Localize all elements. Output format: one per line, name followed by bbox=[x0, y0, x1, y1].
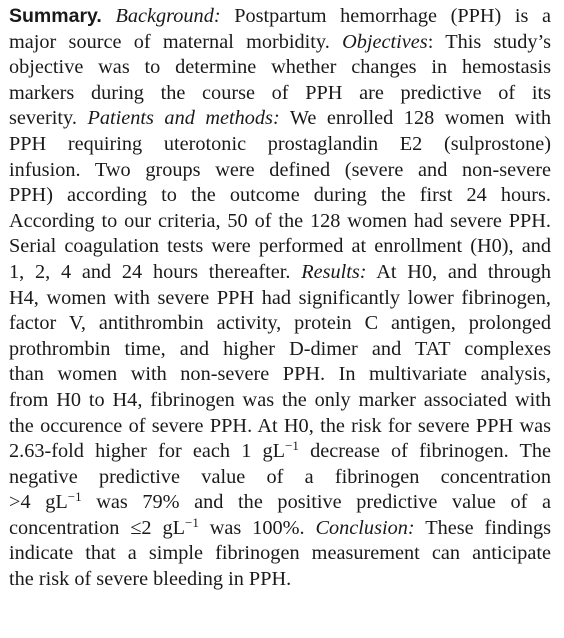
superscript: −1 bbox=[67, 489, 82, 505]
superscript: −1 bbox=[285, 438, 299, 454]
abstract-line: PPH requiring uterotonic prostaglandin E2 (sulprostone) bbox=[9, 132, 551, 155]
abstract-line: negative predictive value of a fibrinogen concentration bbox=[9, 465, 551, 488]
superscript: −1 bbox=[184, 514, 199, 530]
abstract-line: Serial coagulation tests were performed at enrollment (H0), and bbox=[9, 235, 551, 258]
text-segment: Postpartum hemorrhage (PPH) is a bbox=[234, 5, 551, 27]
abstract-paragraph bbox=[9, 4, 551, 593]
abstract-line: from H0 to H4, fibrinogen was the only marker associated with bbox=[9, 388, 551, 411]
abstract-line bbox=[9, 260, 551, 286]
heading-background: Background: bbox=[115, 5, 221, 27]
abstract-line: prothrombin time, and higher D-dimer and TAT complexes bbox=[9, 337, 551, 360]
text-segment: At H0, and through bbox=[376, 260, 551, 283]
abstract-line: objective was to determine whether changes in hemostasis bbox=[9, 56, 551, 79]
abstract-line: infusion. Two groups were defined (severe and non-severe bbox=[9, 158, 551, 181]
text-segment: major source of maternal morbidity. bbox=[9, 30, 330, 53]
text-segment: was 100%. bbox=[209, 516, 305, 539]
abstract-line: markers during the course of PPH are predictive of its bbox=[9, 81, 551, 104]
text-segment: These findings bbox=[425, 516, 551, 539]
abstract-line: According to our criteria, 50 of the 128 women had severe PPH. bbox=[9, 209, 551, 232]
abstract-line: PPH) according to the outcome during the first 24 hours. bbox=[9, 184, 551, 207]
abstract-line bbox=[9, 4, 551, 30]
summary-lead: Summary. bbox=[9, 5, 102, 27]
abstract-line: the occurence of severe PPH. At H0, the risk for severe PPH was bbox=[9, 414, 551, 437]
text-segment: concentration ≤2 gL bbox=[9, 516, 185, 539]
abstract-line: indicate that a simple fibrinogen measurement can anticipate bbox=[9, 542, 551, 565]
text-segment: was 79% and the positive predictive value of a bbox=[96, 491, 552, 514]
text-segment: severity. bbox=[9, 107, 77, 130]
text-segment: 2.63-fold higher for each 1 gL bbox=[9, 440, 286, 463]
heading-objectives: Objectives bbox=[342, 30, 428, 53]
heading-conclusion: Conclusion: bbox=[315, 516, 415, 539]
abstract-line: H4, women with severe PPH had significantly lower fibrinogen, bbox=[9, 286, 551, 309]
abstract-line: the risk of severe bleeding in PPH. bbox=[9, 568, 292, 591]
text-segment: >4 gL bbox=[9, 491, 68, 514]
text-segment: : This study’s bbox=[427, 30, 552, 53]
text-segment: 1, 2, 4 and 24 hours thereafter. bbox=[9, 260, 291, 283]
text-segment: decrease of fibrinogen. The bbox=[310, 440, 551, 463]
abstract-line bbox=[9, 30, 551, 56]
abstract-line bbox=[9, 439, 551, 465]
abstract-line bbox=[9, 106, 551, 132]
text-segment: We enrolled 128 women with bbox=[289, 107, 551, 130]
abstract-line: than women with non-severe PPH. In multivariate analysis, bbox=[9, 363, 551, 386]
abstract-line bbox=[9, 516, 551, 542]
abstract-line bbox=[9, 490, 551, 516]
heading-patients-methods: Patients and methods: bbox=[87, 107, 280, 130]
heading-results: Results: bbox=[301, 260, 367, 283]
abstract-line: factor V, antithrombin activity, protein C antigen, prolonged bbox=[9, 312, 551, 335]
